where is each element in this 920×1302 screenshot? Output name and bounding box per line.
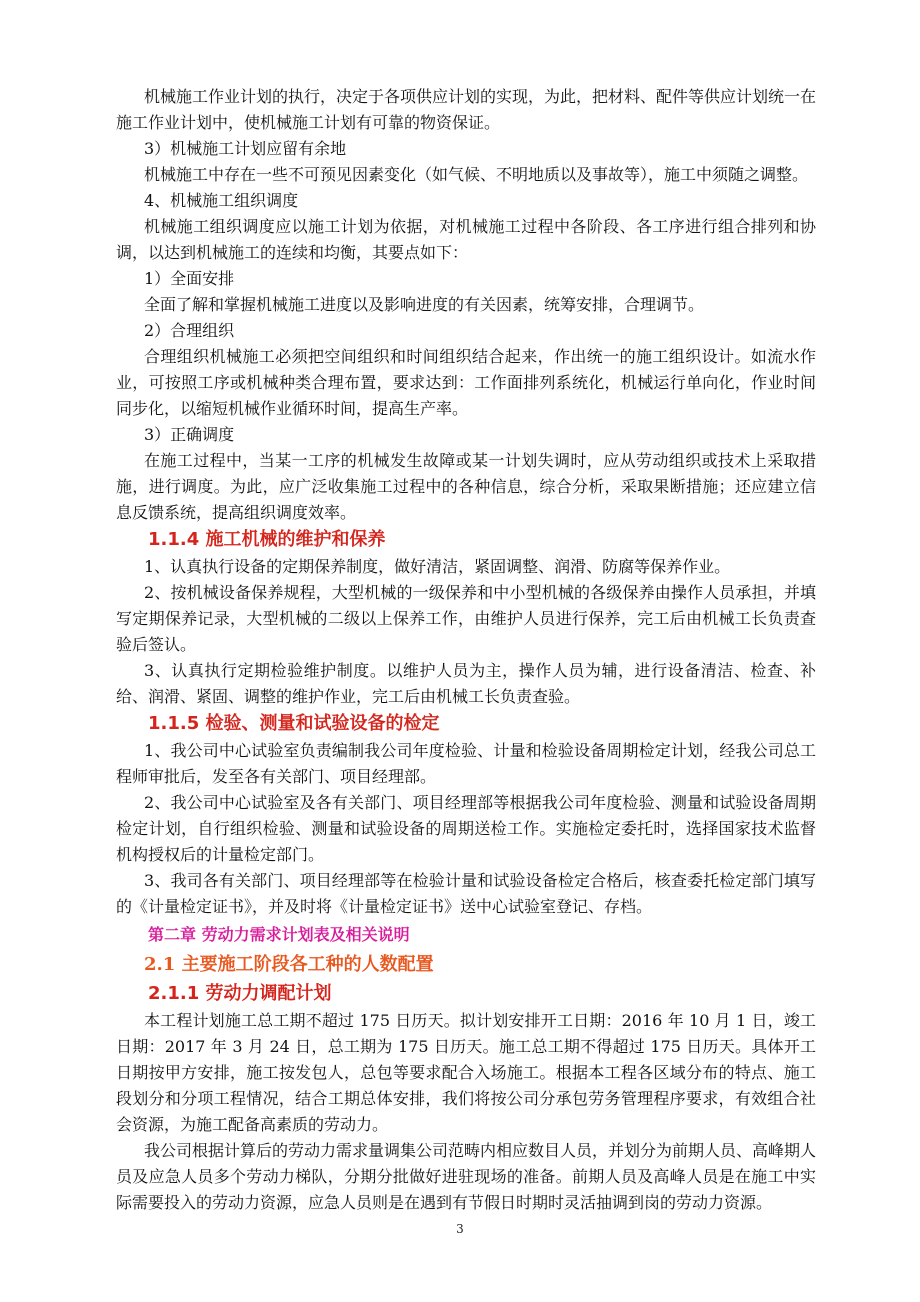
paragraph: 在施工过程中，当某一工序的机械发生故障或某一计划失调时，应从劳动组织或技术上采取措施，进行调度。为此，应广泛收集施工过程中的各种信息，综合分析，采取果断措施；还应建立信息反馈系统，提高组织调度效率。: [116, 451, 816, 522]
list-item: 3、我司各有关部门、项目经理部等在检验计量和试验设备检定合格后，核查委托检定部门填写的《计量检定证书》，并及时将《计量检定证书》送中心试验室登记、存档。: [116, 871, 816, 916]
paragraph: 我公司根据计算后的劳动力需求量调集公司范畴内相应数目人员，并划分为前期人员、高峰期人员及应急人员多个劳动力梯队，分期分批做好进驻现场的准备。前期人员及高峰人员是在施工中实际需要投入的劳动力资源，应急人员则是在遇到有节假日时期时灵活抽调到岗的劳动力资源。: [116, 1141, 817, 1212]
paragraph: 合理组织机械施工必须把空间组织和时间组织结合起来，作出统一的施工组织设计。如流水作业，可按照工序或机械种类合理布置，要求达到：工作面排列系统化，机械运行单向化，作业时间同步化，以缩短机械作业循环时间，提高生产率。: [116, 347, 816, 418]
paragraph: 本工程计划施工总工期不超过 175 日历天。拟计划安排开工日期：2016 年 10 月 1 日，竣工日期：2017 年 3 月 24 日，总工期为 175 日历天。施工总工期不得超过 175 日历天。具体开工日期按甲方安排，施工按发包人，总包等要求配合入场施工。根据本工程各区域分布的特点、施工段划分和分项工程情况，结合工期总体安排，我们将按公司分承包劳务管理程序要求，有效组合社会资源，为施工配备高素质的劳动力。: [116, 1011, 816, 1134]
chapter-title: 第二章 劳动力需求计划表及相关说明: [148, 925, 410, 944]
paragraph: 全面了解和掌握机械施工进度以及影响进度的有关因素，统筹安排，合理调节。: [144, 295, 705, 314]
paragraph: 机械施工组织调度应以施工计划为依据，对机械施工过程中各阶段、各工序进行组合排列和协调，以达到机械施工的连续和均衡，其要点如下：: [116, 217, 816, 262]
section-heading-1-1-4: 1.1.4 施工机械的维护和保养: [148, 529, 386, 550]
list-item: 1、认真执行设备的定期保养制度，做好清洁，紧固调整、润滑、防腐等保养作业。: [144, 557, 731, 576]
subheading: 1）全面安排: [144, 269, 235, 288]
section-heading-2-1: 2.1 主要施工阶段各工种的人数配置: [144, 954, 434, 975]
list-item: 3、认真执行定期检验维护制度。以维护人员为主，操作人员为辅，进行设备清洁、检查、补给、润滑、紧固、调整的维护作业，完工后由机械工长负责查验。: [116, 661, 816, 706]
subheading: 3）正确调度: [144, 425, 235, 444]
section-heading-1-1-5: 1.1.5 检验、测量和试验设备的检定: [148, 713, 440, 734]
subheading: 3）机械施工计划应留有余地: [144, 139, 347, 158]
list-item: 2、按机械设备保养规程，大型机械的一级保养和中小型机械的各级保养由操作人员承担，并填写定期保养记录，大型机械的二级以上保养工作，由维护人员进行保养，完工后由机械工长负责查验后签认。: [116, 583, 816, 654]
section-heading-2-1-1: 2.1.1 劳动力调配计划: [148, 983, 332, 1004]
list-item: 2、我公司中心试验室及各有关部门、项目经理部等根据我公司年度检验、测量和试验设备周期检定计划，自行组织检验、测量和试验设备的周期送检工作。实施检定委托时，选择国家技术监督机构授权后的计量检定部门。: [116, 793, 816, 864]
page-number: 3: [456, 1222, 464, 1236]
document-page: [116, 84, 816, 1216]
subheading: 2）合理组织: [144, 321, 235, 340]
paragraph: 机械施工作业计划的执行，决定于各项供应计划的实现，为此，把材料、配件等供应计划统一在施工作业计划中，使机械施工计划有可靠的物资保证。: [116, 87, 817, 132]
list-item: 1、我公司中心试验室负责编制我公司年度检验、计量和检验设备周期检定计划，经我公司总工程师审批后，发至各有关部门、项目经理部。: [116, 741, 816, 786]
subheading: 4、机械施工组织调度: [144, 191, 299, 210]
paragraph: 机械施工中存在一些不可预见因素变化（如气候、不明地质以及事故等），施工中须随之调整。: [144, 165, 809, 184]
